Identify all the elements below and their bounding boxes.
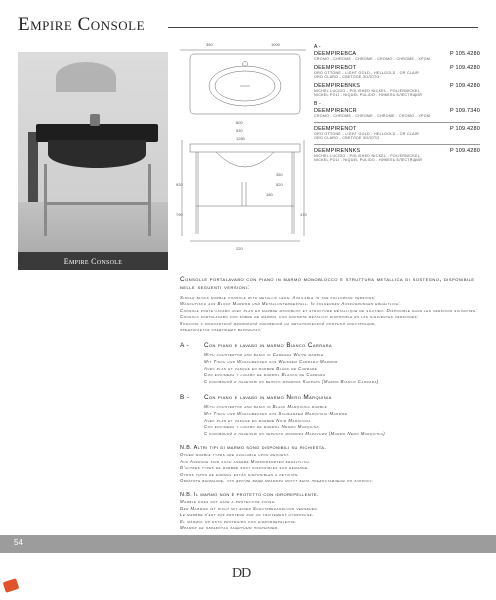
variant-group-label: A - [314, 44, 321, 50]
dim-label: 350 [276, 172, 283, 177]
product-code: DEEMPIRENOT [314, 125, 357, 132]
dim-label: 800 [236, 120, 243, 125]
footer-band [0, 535, 496, 553]
option-label: A - [180, 342, 190, 350]
title-rule [168, 27, 478, 28]
product-code: DEEMPIREBCA [314, 51, 357, 57]
bookmark-icon[interactable] [3, 578, 20, 593]
photo-caption: Empire Console [18, 252, 168, 270]
page-number: 54 [14, 538, 23, 547]
note-marble-types: N.B. Altri tipi di marmo sono disponibili su richiesta. Other marble types are available upon request. Auf Anfrage sind auch andere Marmorsorten erhältlich. D'autres types de marbre sont disponibles sur demande. Otros tipos de mármol están disponibles a petición. Обратите внимание, что другие виды мрамора могут быть предоставлены по запросу. [180, 445, 480, 484]
dim-label: 220 [236, 246, 243, 251]
option-b [180, 394, 480, 401]
dim-label: 470 [300, 212, 307, 217]
finish-description: ORO OTTONE - LIGHT GOLD - HELLGOLD - OR CLAIR ORO CLARO - СВЕТЛОЕ ЗОЛОТО [314, 70, 420, 80]
note-heading: N.B. Il marmo non è protetto con idrorepellente. [180, 492, 319, 499]
dim-label: 520 [276, 182, 283, 187]
price: P 105.4280 [449, 51, 480, 57]
mirror-shape [56, 62, 116, 92]
basin-shape [48, 140, 146, 168]
translation-line: Consola portalavabo con sobre de mármol con soporte metálico disponible en las siguientes versiones: [180, 314, 419, 320]
finish-description: NICHEL LUCIDO - POLISHED NICKEL - POLIERNICKEL NICKEL POLI - NIQUEL PULIDO - НИКЕЛЬ БЛЕСТЯЩИЙ [314, 153, 423, 163]
variant-list [314, 44, 480, 166]
finish-description: NICHEL LUCIDO - POLISHED NICKEL - POLIERNICKEL NICKEL POLI - NIQUEL PULIDO - НИКЕЛЬ БЛЕСТЯЩИЙ [314, 88, 423, 98]
finish-description: CROMO - CHROME - CHROME - CHROME - CROMO - XPOM [314, 113, 431, 118]
dim-label: 920 [176, 182, 183, 187]
tap-shape [90, 114, 100, 126]
translation-line: Waschtisch aus Block Marmor und Metalluntergestell. In folgenden Ausführungen erhältlich: [180, 301, 401, 307]
product-code: DEEMPIRENNKS [314, 147, 361, 154]
description-block [180, 276, 480, 531]
finish-description: ORO OTTONE - LIGHT GOLD - HELLGOLD - OR CLAIR ORO CLARO - СВЕТЛОЕ ЗОЛОТО [314, 131, 420, 141]
product-photo [18, 52, 168, 252]
note-protection: N.B. Il marmo non è protetto con idrorepellente. Marble does not have a protective finish. Der Marmor ist nicht mit einer Schutzbehandlung versehen. Le marbre n'est pas protégé par un traitement hydrofuge. El mármol no está protegido con hidrorrepelente. Мрамор не обработан защитным покрытием. [180, 492, 480, 531]
option-text: Con piano e lavabo in marmo Nero Marquinia [204, 394, 332, 402]
option-a-translations: With countertop and basin in Carrara White marble Mit Tisch und Waschbecken aus Weissem Carrara-Marmor Avec plan et vasque en marbre Blanc de Carrare Con encimera y lavabo de mármol Blanco de Carrara С раковиной и панелью из белого мрамора Каррара (Marmo Bianco Carrara) [204, 352, 379, 384]
technical-drawing [176, 36, 310, 256]
price: P 109.4280 [449, 125, 480, 132]
note-heading: N.B. Altri tipi di marmo sono disponibili su richiesta. [180, 445, 327, 452]
dim-label: 790 [176, 212, 183, 217]
dim-label: 530 [236, 128, 243, 133]
option-label: B - [180, 394, 190, 402]
leg-shape [148, 164, 151, 236]
price: P 109.4280 [449, 82, 480, 89]
product-code: DEEMPIREBOT [314, 64, 357, 71]
page-title: Empire Console [18, 14, 146, 35]
finish-description: CROMO - CHROME - CHROME - CROMO - CHROME - XPOM [314, 57, 431, 61]
rail-shape [44, 202, 151, 205]
translation-line: Консоль с монолитной мраморной раковиной на металлической опорной конструкции, [180, 320, 377, 326]
option-a [180, 342, 480, 349]
lead-paragraph: Consolle portalavabo con piano in marmo monoblocco e struttura metallica di sostegno, disponibile nelle seguenti versioni: [180, 276, 475, 291]
dim-label: 1280 [236, 136, 245, 141]
product-code: DEEMPIRENCR [314, 107, 357, 114]
dim-label: 1000 [271, 42, 280, 47]
leg-shape [44, 164, 47, 236]
towel-shape [28, 132, 38, 202]
divider [314, 122, 480, 123]
divider [314, 144, 480, 145]
translation-line: Console porte-lavabo avec plan en marbre monobloc et structure métallique de soutien. Disponible dans les versions suivantes: [180, 307, 478, 313]
price: P 109.7340 [449, 107, 480, 114]
option-b-translations: With countertop and basin in Black Marquinia marble Mit Tisch und Waschbecken aus Schwarzem Marquinia-Marmor Avec plan et vasque en marbre Noir Marquinia Con encimera y lavabo de mármol Negro Marquina С раковиной и панелью из черного мрамора Маркуния (Marmo Nero Marquinia) [204, 404, 386, 436]
option-text: Con piano e lavabo in marmo Bianco Carrara [204, 342, 332, 350]
brand-logo: DD [232, 566, 251, 581]
translation-line: Single block marble console with metallic legs. Available in the following versions: [180, 295, 376, 300]
price: P 109.4280 [449, 64, 480, 71]
price: P 109.4280 [449, 147, 480, 154]
variant-group-label: B - [314, 100, 321, 107]
product-code: DEEMPIREBNKS [314, 82, 361, 89]
dim-label: 350 [206, 42, 213, 47]
translation-line: предлагается следующих вариантах: [180, 327, 262, 333]
dim-label: 180 [266, 192, 273, 197]
